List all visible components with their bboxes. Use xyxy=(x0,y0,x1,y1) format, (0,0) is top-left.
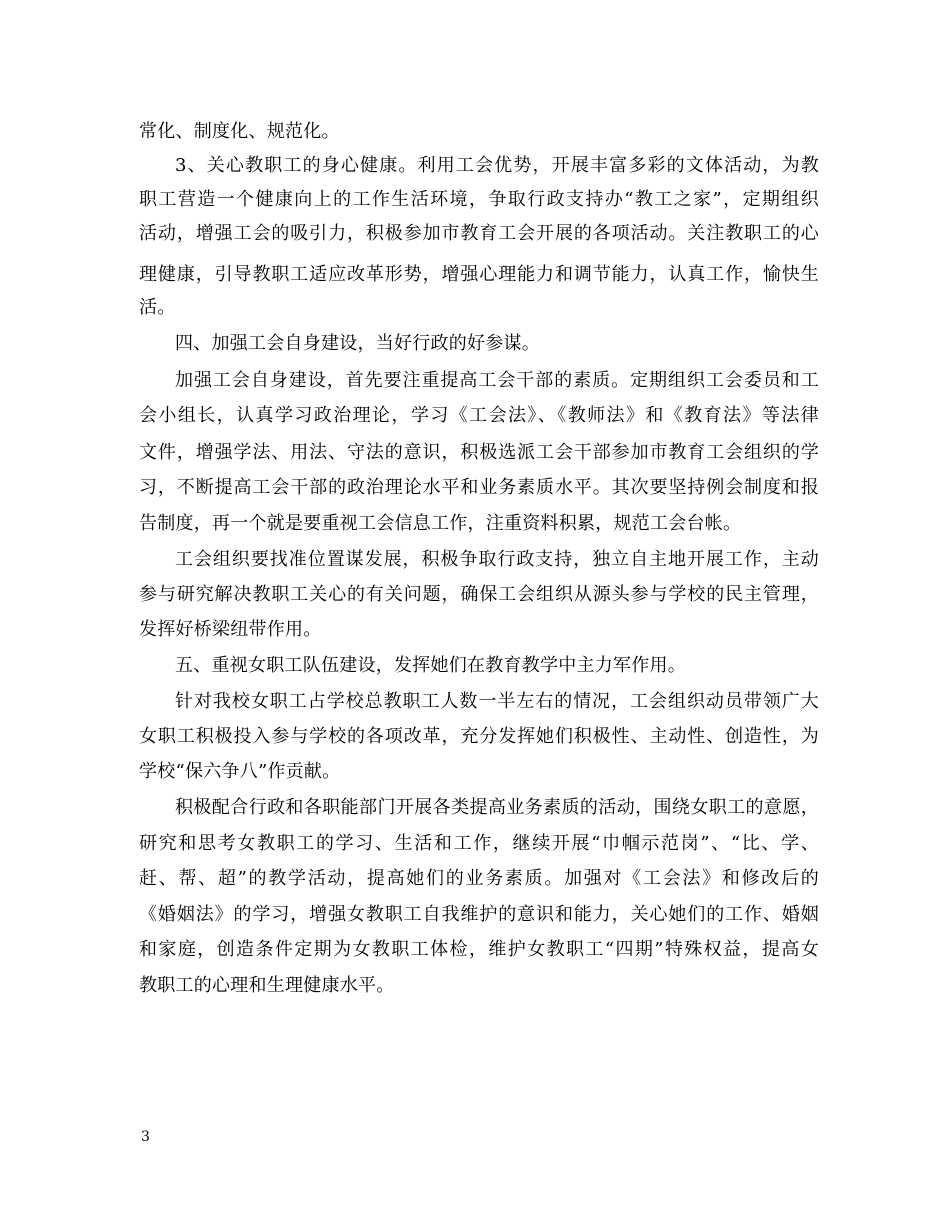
body-text-line: 学校“保六争八”作贡献。 xyxy=(139,761,341,782)
body-text-line: 工会组织要找准位置谋发展，积极争取行政支持，独立自主地开展工作，主动 xyxy=(175,549,819,570)
body-text-line: 职工营造一个健康向上的工作生活环境，争取行政支持办“教工之家”，定期组织 xyxy=(139,189,819,210)
body-text-line: 赶、帮、超”的教学活动，提高她们的业务素质。加强对《工会法》和修改后的 xyxy=(139,868,819,889)
section-heading: 四、加强工会自身建设，当好行政的好参谋。 xyxy=(175,333,540,354)
body-text-line: 习，不断提高工会干部的政治理论水平和业务素质水平。其次要坚持例会制度和报 xyxy=(139,477,819,498)
body-text-line: 《婚姻法》的学习，增强女教职工自我维护的意识和能力，关心她们的工作、婚姻 xyxy=(139,904,819,925)
body-text-line: 针对我校女职工占学校总教职工人数一半左右的情况，工会组织动员带领广大 xyxy=(175,691,819,712)
section-heading: 五、重视女职工队伍建设，发挥她们在教育教学中主力军作用。 xyxy=(175,655,686,676)
body-text-line: 活动，增强工会的吸引力，积极参加市教育工会开展的各项活动。关注教职工的心 xyxy=(139,223,819,244)
body-text-line: 常化、制度化、规范化。 xyxy=(139,121,340,142)
body-text-line: 和家庭，创造条件定期为女教职工体检，维护女教职工“四期”特殊权益，提高女 xyxy=(139,939,819,960)
body-text-line: 参与研究解决教职工关心的有关问题，确保工会组织从源头参与学校的民主管理， xyxy=(139,584,819,605)
body-text-line: 发挥好桥梁纽带作用。 xyxy=(139,619,322,640)
page-number: 3 xyxy=(141,1129,150,1145)
body-text-line: 加强工会自身建设，首先要注重提高工会干部的素质。定期组织工会委员和工 xyxy=(175,370,819,391)
body-text-line: 教职工的心理和生理健康水平。 xyxy=(139,975,395,996)
body-text-line: 活。 xyxy=(139,297,176,318)
body-text-line: 积极配合行政和各职能部门开展各类提高业务素质的活动，围绕女职工的意愿， xyxy=(175,797,819,818)
body-text-line: 理健康，引导教职工适应改革形势，增强心理能力和调节能力，认真工作，愉快生 xyxy=(139,264,819,285)
body-text-line: 研究和思考女教职工的学习、生活和工作，继续开展“巾帼示范岗”、“比、学、 xyxy=(139,833,819,854)
body-text-line: 告制度，再一个就是要重视工会信息工作，注重资料积累，规范工会台帐。 xyxy=(139,513,742,534)
body-text-line: 会小组长，认真学习政治理论，学习《工会法》、《教师法》和《教育法》等法律 xyxy=(139,405,819,426)
body-text-line: 女职工积极投入参与学校的各项改革，充分发挥她们积极性、主动性、创造性，为 xyxy=(139,726,819,747)
body-text-line: 文件，增强学法、用法、守法的意识，积极选派工会干部参加市教育工会组织的学 xyxy=(139,442,819,463)
body-text-line: 3、关心教职工的身心健康。利用工会优势，开展丰富多彩的文体活动，为教 xyxy=(175,155,819,176)
